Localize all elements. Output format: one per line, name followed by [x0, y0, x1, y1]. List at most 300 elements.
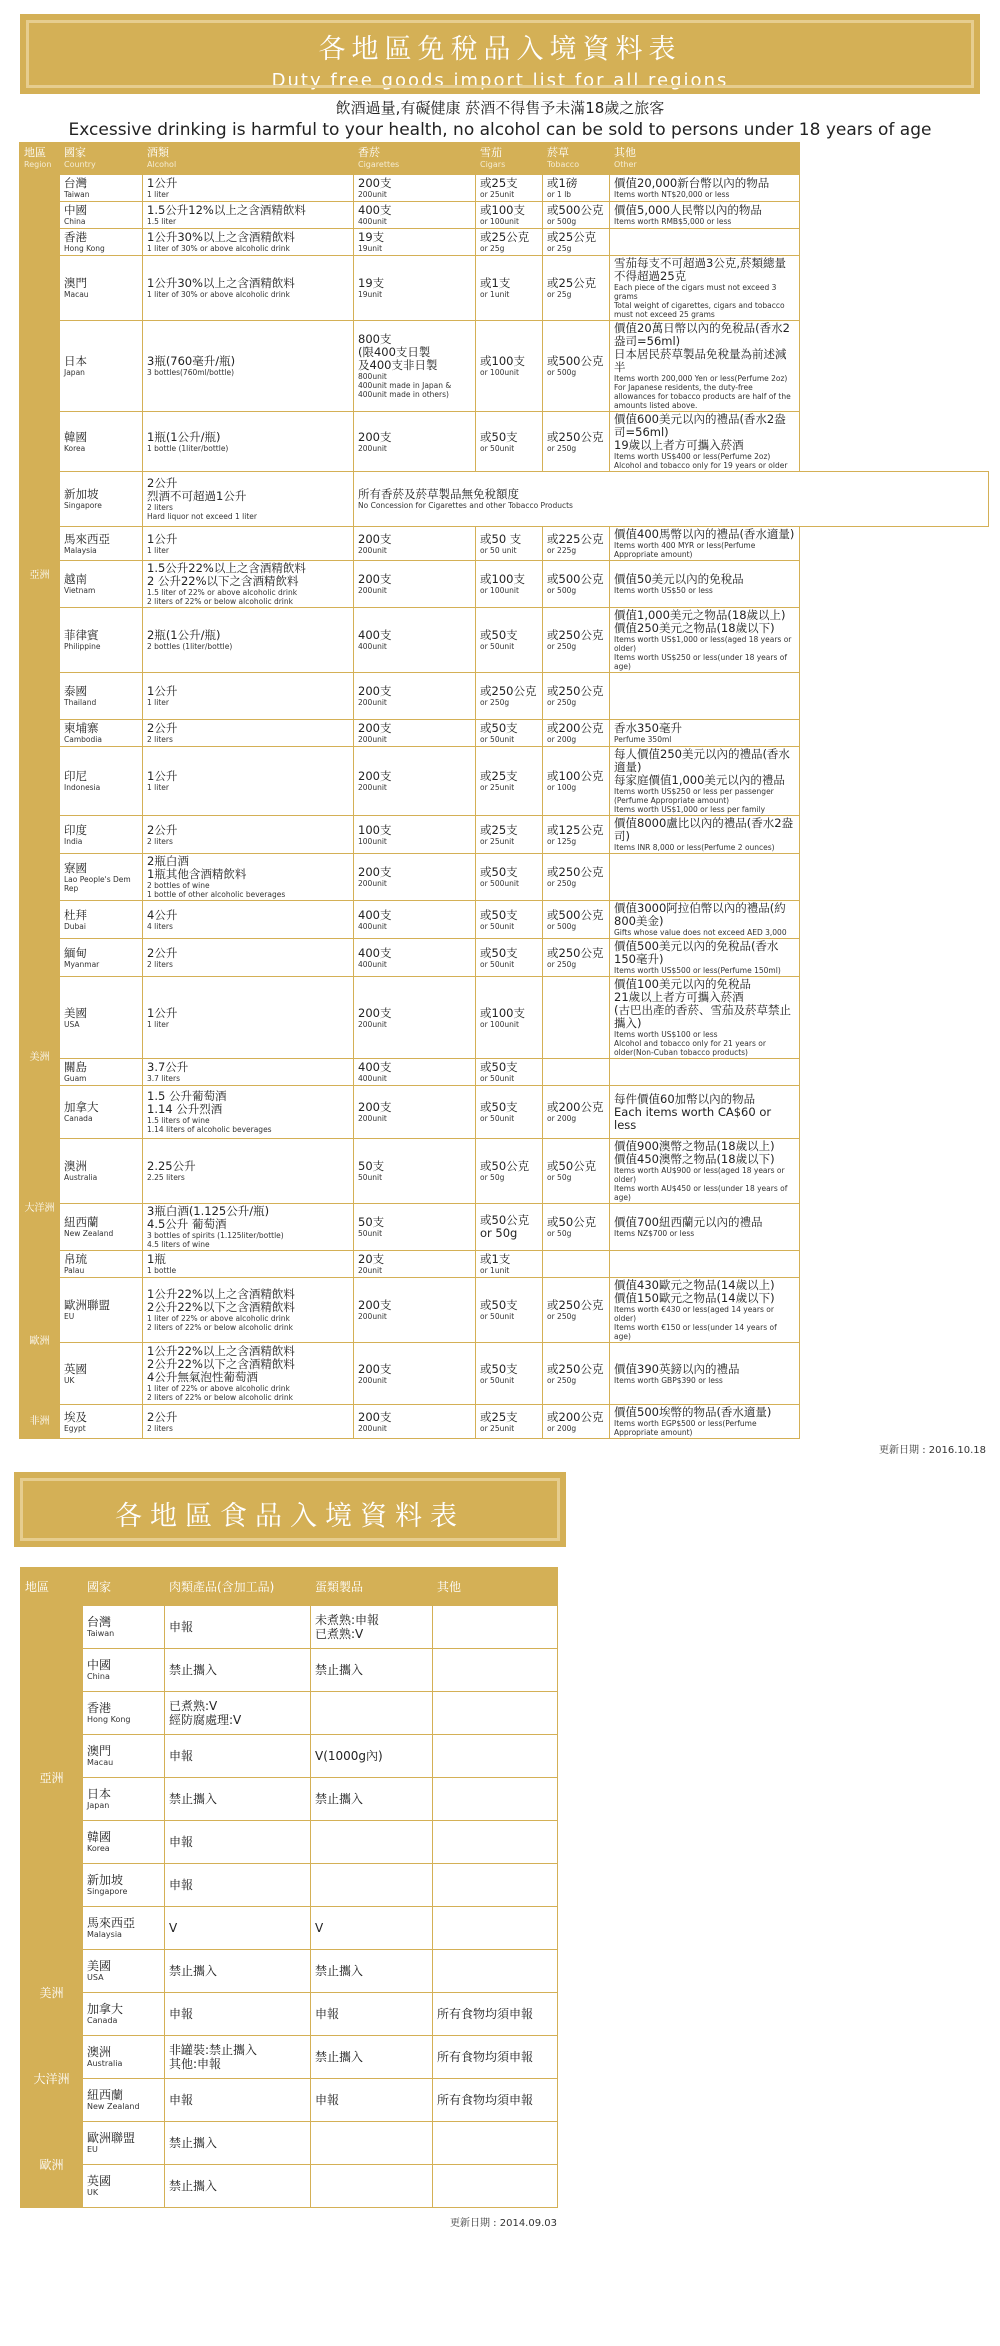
country-zh: 韓國 [87, 1830, 112, 1844]
cell-text-en: 2 bottles of wine 1 bottle of other alcoholic beverages [147, 881, 286, 899]
cell-t [543, 256, 610, 321]
cell-text-en: 200unit [358, 1423, 387, 1433]
cell-o [610, 1343, 800, 1405]
cell-text-en: 2 liters [147, 1423, 173, 1433]
cell-text-zh: 或250公克 [480, 684, 537, 698]
food-region-label: 大洋洲 [33, 2071, 70, 2086]
cell-text-en: 1 liter of 22% or above alcoholic drink 2 liters of 22% or below alcoholic drink [147, 1384, 293, 1402]
region-label: 歐洲 [29, 1335, 50, 1347]
cell-text-zh: 或25支 [480, 176, 518, 190]
cell-text-zh: 1公升22%以上之含酒精飲料 2公升22%以下之含酒精飲料 [147, 1287, 295, 1314]
cell-ci [476, 1204, 543, 1251]
cell-text-zh: 4公升 [147, 907, 178, 922]
column-header-zh: 酒類 [147, 145, 169, 159]
cell-c [60, 939, 143, 977]
cell-text-zh: 或25支 [480, 769, 518, 783]
cell-text-en: Dubai [64, 921, 86, 931]
cell-text-zh: 或500公克 [547, 907, 604, 922]
cell-a [143, 1086, 354, 1139]
cell-text-en: or 500g [547, 217, 577, 226]
country-en: UK [87, 2188, 99, 2197]
cell-text-zh: 或50公克 [547, 1159, 597, 1173]
column-header [543, 143, 610, 175]
cell-o [610, 854, 800, 901]
food-table-row [21, 2036, 558, 2079]
column-header [143, 143, 354, 175]
food-cell-text: V [169, 1921, 178, 1935]
cell-ci [476, 229, 543, 256]
food-country-cell [83, 1864, 165, 1907]
cell-c [60, 1278, 143, 1343]
cell-o [610, 256, 800, 321]
food-cell-text: 已煮熟:V 經防腐處理:V [169, 1699, 242, 1727]
cell-text-zh: 每件價值60加幣以內的物品 Each items worth CA$60 or less [614, 1091, 772, 1132]
cell-text-en: 1.5 liters of wine 1.14 liters of alcoholic beverages [147, 1116, 272, 1134]
cell-c [60, 321, 143, 412]
table-row [20, 472, 989, 527]
cell-text-zh: 400支 [358, 1060, 392, 1074]
cell-g [354, 747, 476, 816]
cell-g [354, 1278, 476, 1343]
cell-g [354, 412, 476, 472]
cell-a [143, 747, 354, 816]
cell-text-en: Items worth RMB$5,000 or less [614, 217, 732, 226]
cell-text-en: or 250g [480, 698, 510, 707]
column-header-zh: 菸草 [547, 145, 569, 159]
cell-ci [476, 256, 543, 321]
cell-c [60, 1251, 143, 1278]
cell-c [60, 977, 143, 1059]
cell-o [610, 1086, 800, 1139]
cell-g [354, 321, 476, 412]
cell-a [143, 1343, 354, 1405]
cell-text-zh: 價值20,000新台幣以內的物品 [614, 176, 770, 190]
cell-text-zh: 越南 [64, 572, 87, 586]
cell-c [60, 747, 143, 816]
cell-text-zh: 或50支 [480, 945, 518, 960]
cell-text-en: Indonesia [64, 783, 101, 792]
cell-text-zh: 美國 [64, 1005, 87, 1020]
cell-text-en: Malaysia [64, 545, 97, 555]
cell-g [354, 901, 476, 939]
food-cell-m [165, 1778, 311, 1821]
region-cell [20, 175, 60, 977]
cell-o [610, 939, 800, 977]
cell-text-en: Items worth US$100 or less Alcohol and tobacco only for 21 years or older(Non-Cuban tobacco products) [614, 1030, 766, 1057]
cell-t [543, 1139, 610, 1204]
cell-text-en: or 50g [547, 1229, 572, 1238]
cell-text-en: Items worth US$1,000 or less(aged 18 years or older) Items worth US$250 or less(under 18 years of age) [614, 635, 792, 671]
cell-o [610, 673, 800, 720]
column-header-zh: 國家 [64, 145, 86, 159]
cell-text-zh: 或50公克 [547, 1215, 597, 1229]
cell-text-zh: 1公升22%以上之含酒精飲料 2公升22%以下之含酒精飲料 4公升無氣泡性葡萄酒 [147, 1344, 295, 1384]
column-header-zh: 地區 [24, 145, 46, 159]
cell-t [543, 1059, 610, 1086]
table-row [20, 939, 989, 977]
food-cell-m [165, 1821, 311, 1864]
cell-g [354, 939, 476, 977]
cell-a [143, 202, 354, 229]
cell-text-en: or 50unit [480, 921, 515, 931]
food-cell-text: 禁止攜入 [315, 1964, 364, 1978]
cell-text-zh: 香港 [64, 230, 87, 244]
food-table [20, 1567, 558, 2208]
cell-g [354, 202, 476, 229]
cell-a [143, 1251, 354, 1278]
cell-text-zh: 或50支 [480, 865, 518, 879]
food-table-row [21, 1993, 558, 2036]
cell-t [543, 720, 610, 747]
cell-text-zh: 200支 [358, 1005, 392, 1020]
cell-text-en: 3.7 liters [147, 1074, 181, 1083]
food-cell-e [311, 1864, 433, 1907]
cell-o [610, 229, 800, 256]
cell-text-zh: 1公升 [147, 769, 178, 783]
cell-ci [476, 673, 543, 720]
cell-g [354, 1343, 476, 1405]
cell-text-zh: 200支 [358, 1298, 392, 1312]
food-cell-text: 申報 [315, 2093, 340, 2107]
cell-o [610, 175, 800, 202]
food-country-cell [83, 1950, 165, 1993]
table-row [20, 1139, 989, 1204]
cell-t [543, 202, 610, 229]
cell-text-zh: 價值50美元以內的免稅品 [614, 572, 744, 586]
country-en: China [87, 1672, 110, 1681]
table-row [20, 256, 989, 321]
cell-text-en: Taiwan [64, 190, 90, 199]
cell-text-zh: 3瓶白酒(1.125公升/瓶) 4.5公升 葡萄酒 [147, 1204, 270, 1231]
food-cell-text: 禁止攜入 [315, 1663, 364, 1677]
cell-text-zh: 19支 [358, 276, 385, 290]
cell-text-en: Korea [64, 443, 86, 453]
header-row [20, 143, 989, 175]
column-header-zh: 雪茄 [480, 145, 502, 159]
cell-t [543, 901, 610, 939]
table-row [20, 901, 989, 939]
food-table-row [21, 1950, 558, 1993]
region-label: 非洲 [29, 1416, 50, 1427]
cell-text-zh: 或500公克 [547, 354, 604, 368]
table-row [20, 412, 989, 472]
cell-text-zh: 或50公克 [480, 1159, 530, 1173]
cell-text-zh: 或250公克 [547, 429, 604, 444]
cell-text-en: Items NZ$700 or less [614, 1229, 695, 1238]
cell-text-zh: 2公升 [147, 1409, 178, 1424]
cell-c [60, 720, 143, 747]
cell-ci [476, 1278, 543, 1343]
cell-text-zh: 或1支 [480, 1252, 511, 1266]
cell-text-zh: 台灣 [64, 176, 87, 190]
cell-text-zh: 菲律賓 [64, 628, 99, 642]
cell-text-en: or 25unit [480, 836, 515, 846]
cell-text-zh: 或250公克 [547, 865, 604, 879]
country-en: Canada [87, 2016, 118, 2025]
cell-g [354, 854, 476, 901]
cell-c [60, 561, 143, 608]
cell-text-zh: 泰國 [64, 684, 87, 698]
food-country-cell [83, 1907, 165, 1950]
cell-text-zh: 或200公克 [547, 1100, 604, 1114]
food-country-cell [83, 2036, 165, 2079]
cell-t [543, 321, 610, 412]
food-cell-e [311, 2079, 433, 2122]
cell-text-en: or 500g [547, 921, 577, 931]
food-country-cell [83, 1649, 165, 1692]
cell-text-en: Items worth US$250 or less per passenger (Perfume Appropriate amount) Items worth US$1,000 or less per family [614, 787, 774, 814]
cell-text-en: 1 bottle [147, 1266, 177, 1275]
cell-text-en: 1 liter of 22% or above alcoholic drink 2 liters of 22% or below alcoholic drink [147, 1314, 293, 1332]
cell-text-zh: 或1磅 [547, 176, 578, 190]
cell-o [610, 202, 800, 229]
cell-text-zh: 香水350毫升 [614, 721, 682, 735]
cell-text-zh: 200支 [358, 572, 392, 586]
table-row [20, 1204, 989, 1251]
cell-text-zh: 1瓶(1公升/瓶) [147, 429, 221, 444]
cell-text-en: 200unit [358, 586, 387, 595]
cell-text-en: Macau [64, 290, 89, 299]
cell-text-zh: 帛琉 [64, 1252, 87, 1266]
cell-c [60, 1405, 143, 1439]
country-en: Macau [87, 1758, 114, 1767]
cell-text-zh: 800支 (限400支日製 及400支非日製 [358, 332, 438, 372]
cell-text-zh: 或50支 [480, 628, 518, 642]
food-cell-text: 非罐裝:禁止攜入 其他:申報 [169, 2043, 258, 2071]
cell-c [60, 1204, 143, 1251]
cell-ci [476, 175, 543, 202]
cell-a [143, 472, 354, 527]
cell-c [60, 1139, 143, 1204]
cell-text-en: 400unit [358, 921, 387, 931]
cell-text-zh: 或25支 [480, 1409, 518, 1424]
cell-text-en: 200unit [358, 735, 387, 744]
food-cell-e [311, 1821, 433, 1864]
page-subtitle: Duty free goods import list for all regions [271, 70, 729, 91]
cell-c [60, 229, 143, 256]
food-table-row [21, 2165, 558, 2208]
cell-text-en: or 250g [547, 642, 577, 651]
column-header-en: Other [614, 159, 637, 169]
cell-text-zh: 2公升 [147, 945, 178, 960]
cell-text-en: or 50unit [480, 735, 515, 744]
column-header [476, 143, 543, 175]
cell-g [354, 720, 476, 747]
cell-text-en: Items worth 200,000 Yen or less(Perfume 2oz) For Japanese residents, the duty-free allowances for tobacco products are half of the amounts listed above. [614, 374, 791, 410]
cell-text-zh: 2瓶白酒 1瓶其他含酒精飲料 [147, 854, 247, 881]
cell-text-zh: 1公升30%以上之含酒精飲料 [147, 230, 295, 244]
food-cell-text: 申報 [169, 1835, 194, 1849]
cell-text-zh: 200支 [358, 721, 392, 735]
cell-text-en: No Concession for Cigarettes and other Tobacco Products [358, 501, 573, 510]
cell-c [60, 256, 143, 321]
cell-text-zh: 或50支 [480, 721, 518, 735]
region-label: 美洲 [29, 1052, 50, 1063]
region-cell [20, 1139, 60, 1278]
food-cell-e [311, 1692, 433, 1735]
cell-text-en: Vietnam [64, 586, 96, 595]
cell-c [60, 175, 143, 202]
cell-text-zh: 或100公克 [547, 769, 604, 783]
food-region-cell [21, 1950, 83, 2036]
food-cell-e [311, 2122, 433, 2165]
cell-text-en: 1 bottle (1liter/bottle) [147, 443, 229, 453]
food-country-cell [83, 1993, 165, 2036]
food-column-header: 肉類產品(含加工品) [165, 1568, 311, 1606]
country-zh: 澳洲 [87, 2045, 112, 2059]
food-cell-o [433, 2079, 558, 2122]
cell-text-en: or 250g [547, 879, 577, 888]
cell-c [60, 1059, 143, 1086]
region-label: 大洋洲 [24, 1202, 55, 1214]
food-country-cell [83, 1778, 165, 1821]
food-cell-text: 禁止攜入 [169, 1964, 218, 1978]
cell-text-en: 1 liter [147, 783, 169, 792]
cell-text-zh: 價值3000阿拉伯幣以內的禮品(約800美金) [614, 901, 786, 928]
table-row [20, 1059, 989, 1086]
food-cell-m [165, 2165, 311, 2208]
cell-text-zh: 價值1,000美元之物品(18歲以上) 價值250美元之物品(18歲以下) [614, 608, 786, 635]
cell-text-en: or 100unit [480, 368, 519, 377]
cell-text-zh: 200支 [358, 1361, 392, 1376]
food-cell-o [433, 2165, 558, 2208]
cell-no-concession [354, 472, 989, 527]
cell-g [354, 977, 476, 1059]
cell-text-zh: 新加坡 [64, 487, 99, 501]
cell-text-zh: 或100支 [480, 203, 525, 217]
cell-text-en: or 250g [547, 1375, 577, 1385]
cell-text-zh: 1公升 [147, 531, 178, 546]
cell-t [543, 229, 610, 256]
cell-text-zh: 或50支 [480, 429, 518, 444]
cell-text-en: Each piece of the cigars must not exceed 3 grams Total weight of cigarettes, cigars and tobacco must not exceed 25 grams [614, 283, 785, 319]
cell-text-en: 200unit [358, 783, 387, 792]
cell-a [143, 561, 354, 608]
table-row [20, 854, 989, 901]
cell-text-en: Items worth US$50 or less [614, 586, 713, 595]
table-row [20, 977, 989, 1059]
cell-text-en: or 50 unit [480, 545, 517, 555]
country-en: Taiwan [87, 1629, 115, 1638]
cell-text-zh: 價值500埃幣的物品(香水適量) [614, 1405, 772, 1419]
cell-text-zh: 200支 [358, 176, 392, 190]
country-zh: 新加坡 [87, 1873, 124, 1887]
cell-a [143, 816, 354, 854]
food-column-header: 國家 [83, 1568, 165, 1606]
cell-text-en: or 500g [547, 368, 577, 377]
cell-text-zh: 或250公克 [547, 1361, 604, 1376]
cell-text-en: Singapore [64, 501, 102, 510]
food-cell-e [311, 1606, 433, 1649]
cell-text-en: or 100g [547, 783, 577, 792]
cell-text-zh: 澳洲 [64, 1159, 87, 1173]
cell-text-en: or 50unit [480, 1114, 515, 1123]
cell-ci [476, 854, 543, 901]
food-table-row [21, 1649, 558, 1692]
cell-text-en: 50unit [358, 1229, 383, 1238]
cell-text-zh: 200支 [358, 429, 392, 444]
cell-text-en: Items worth AU$900 or less(aged 18 years or older) Items worth AU$450 or less(under 18 years of age) [614, 1166, 788, 1202]
cell-ci [476, 561, 543, 608]
cell-text-en: Perfume 350ml [614, 735, 672, 744]
cell-text-en: 1 liter of 30% or above alcoholic drink [147, 290, 290, 299]
cell-text-zh: 200支 [358, 1409, 392, 1424]
warning-zh: 飲酒過量,有礙健康 菸酒不得售予未滿18歲之旅客 [335, 99, 665, 117]
cell-ci [476, 720, 543, 747]
cell-text-en: or 200g [547, 735, 577, 744]
cell-g [354, 1251, 476, 1278]
country-en: Australia [87, 2059, 123, 2068]
cell-text-en: or 50unit [480, 642, 515, 651]
cell-text-en: or 50unit [480, 1312, 515, 1321]
cell-text-zh: 雪茄每支不可超過3公克,菸類總量不得超過25克 [614, 256, 786, 283]
cell-g [354, 816, 476, 854]
cell-t [543, 1086, 610, 1139]
cell-text-zh: 或250公克 [547, 1298, 604, 1312]
cell-a [143, 1405, 354, 1439]
cell-text-zh: 或250公克 [547, 684, 604, 698]
cell-text-en: or 100unit [480, 1019, 519, 1029]
cell-text-zh: 價值5,000人民幣以內的物品 [614, 203, 762, 217]
cell-text-zh: 每人價值250美元以內的禮品(香水適量) 每家庭價值1,000美元以內的禮品 [614, 747, 790, 787]
table-row [20, 229, 989, 256]
country-zh: 美國 [87, 1959, 112, 1973]
food-table-row [21, 1692, 558, 1735]
cell-text-zh: 1公升 [147, 176, 178, 190]
cell-c [60, 901, 143, 939]
country-en: Singapore [87, 1887, 128, 1896]
cell-text-zh: 價值100美元以內的免稅品 21歲以上者方可攜入菸酒 (古巴出產的香菸、雪茄及菸草禁止攜入) [614, 977, 791, 1030]
country-zh: 歐洲聯盟 [87, 2131, 136, 2145]
cell-o [610, 720, 800, 747]
cell-ci [476, 608, 543, 673]
cell-text-en: Guam [64, 1074, 87, 1083]
cell-text-zh: 1公升 [147, 1005, 178, 1020]
cell-text-en: or 200g [547, 1423, 577, 1433]
table-row [20, 720, 989, 747]
cell-text-zh: 價值600美元以內的禮品(香水2盎司=56ml) 19歲以上者方可攜入菸酒 [614, 412, 786, 452]
cell-text-zh: 或1支 [480, 276, 511, 290]
food-title: 各地區食品入境資料表 [115, 1501, 465, 1532]
cell-text-en: Items worth US$500 or less(Perfume 150ml) [614, 966, 781, 975]
cell-text-en: or 200g [547, 1114, 577, 1123]
cell-text-en: Lao People's Dem Rep [64, 874, 131, 893]
column-header-en: Region [24, 159, 52, 169]
food-cell-m [165, 1864, 311, 1907]
cell-text-en: 400unit [358, 217, 387, 226]
cell-text-en: or 1unit [480, 1266, 510, 1275]
cell-text-zh: 2瓶(1公升/瓶) [147, 628, 221, 642]
cell-text-en: 400unit [358, 1074, 387, 1083]
cell-text-en: USA [64, 1019, 80, 1029]
cell-g [354, 1405, 476, 1439]
cell-t [543, 1343, 610, 1405]
cell-text-en: 2 bottles (1liter/bottle) [147, 642, 233, 651]
cell-text-en: Myanmar [64, 959, 100, 969]
food-cell-text: 所有食物均須申報 [437, 2007, 534, 2021]
food-cell-text: V [315, 1921, 324, 1935]
food-region-cell [21, 2122, 83, 2208]
cell-text-zh: 3.7公升 [147, 1060, 189, 1074]
food-cell-m [165, 1692, 311, 1735]
cell-a [143, 229, 354, 256]
column-header-en: Alcohol [147, 159, 177, 169]
table-row [20, 608, 989, 673]
cell-c [60, 608, 143, 673]
food-cell-o [433, 1606, 558, 1649]
cell-g [354, 1204, 476, 1251]
cell-text-zh: 紐西蘭 [64, 1215, 99, 1229]
